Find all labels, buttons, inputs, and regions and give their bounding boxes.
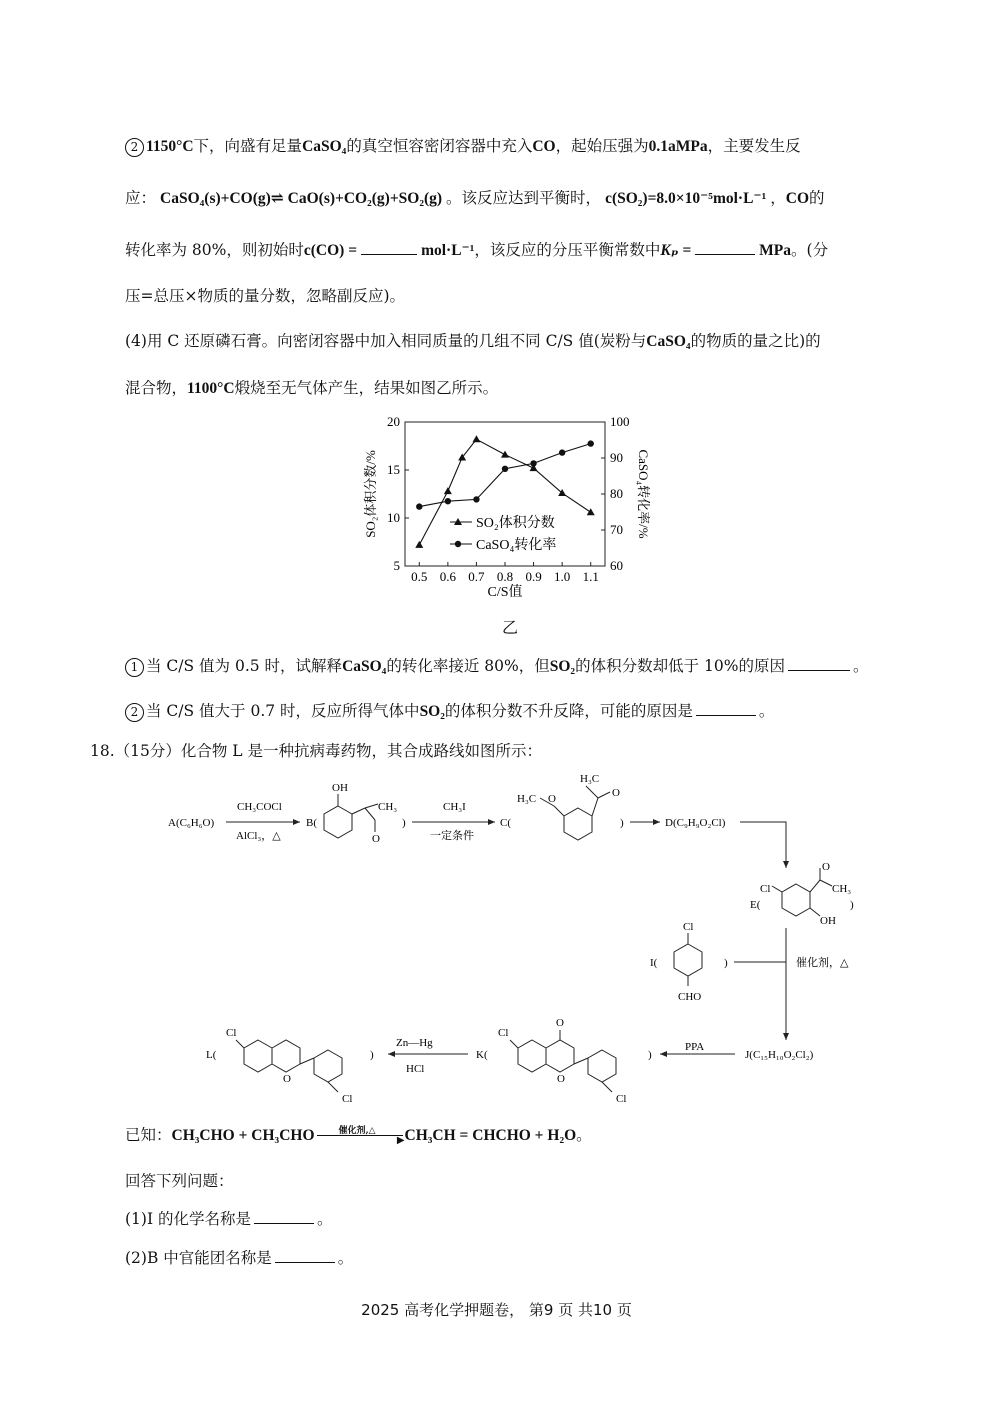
x-tick-label: 0.7 [468,569,485,584]
reagent-CH3I: CH₃I [443,801,466,813]
label-H3C: H₃C [517,793,537,805]
question-2: (2)B 中官能团名称是 。 [125,1249,354,1267]
left-y-tick-label: 5 [393,558,400,573]
x-axis-label: C/S值 [487,585,523,600]
circle-marker [455,541,461,547]
q4-sub-2: 2 当 C/S 值大于 0.7 时，反应所得气体中SO₂的体积分数不升反降，可能的原因是 。 [125,700,774,723]
circle-marker [530,460,536,466]
arrow-4-head [783,861,789,868]
question-1: (1)I 的化学名称是 。 [125,1210,333,1228]
chart-caption: 乙 [502,618,519,637]
answer-blank[interactable] [361,240,417,255]
circle-marker [559,449,565,455]
compound-L: L( [206,1049,217,1061]
circle-marker [473,496,479,502]
label-Cl: Cl [226,1027,237,1039]
compound-C: C( [500,817,511,829]
label-O: O [548,793,556,805]
reagent-PPA: PPA [685,1041,705,1053]
label-H3C: H₃C [580,773,600,785]
paren: ) [648,1049,652,1061]
reagent-catalyst: 催化剂，△ [796,957,849,969]
label-Cl: Cl [498,1027,509,1039]
x-tick-label: 0.8 [496,569,514,584]
right-y-tick-label: 90 [610,450,623,465]
q4-line-1: (4)用 C 还原磷石膏。向密闭容器中加入相同质量的几组不同 C/S 值(炭粉与CaSO₄的物质的量之比)的 [125,332,821,350]
circle-marker [445,498,451,504]
arrow-3-head [653,819,660,825]
x-tick-label: 0.5 [411,569,428,584]
x-tick-label: 1.1 [582,569,599,584]
x-tick-label: 1.0 [554,569,571,584]
compound-E: E( [750,899,761,911]
label-OH: OH [820,915,836,927]
circled-number: 2 [125,703,144,722]
label-O: O [612,787,620,799]
label-O: O [822,861,830,873]
label-O: O [557,1073,565,1085]
label-Cl: Cl [342,1093,353,1105]
label-CH3: CH₃ [378,801,398,813]
circled-number: 1 [125,658,144,677]
q18-header: 18.（15分）化合物 L 是一种抗病毒药物，其合成路线如图所示： [90,742,543,760]
p2-line-1: 2 1150°C下，向盛有足量CaSO₄的真空恒容密闭容器中充入CO，起始压强为0.1aMPa，主要发生反 [125,135,801,158]
triangle-marker [501,451,509,458]
compound-K: K( [476,1049,488,1061]
answer-blank[interactable] [696,701,756,716]
synthesis-route-diagram [160,768,860,1113]
right-y-tick-label: 60 [610,558,623,573]
structure-I [674,933,702,986]
arrow-7-head [388,1051,395,1057]
compound-B: B( [306,817,317,829]
page-footer: 2025 高考化学押题卷， 第9 页 共10 页 [361,1301,632,1319]
label-Cl: Cl [760,883,771,895]
circle-marker [416,503,422,509]
structure-E [772,868,832,916]
circled-number: 2 [125,138,144,157]
structure-B [324,794,378,838]
arrow-2-head [488,819,495,825]
reagent-CH3COCl: CH₃COCl [237,801,282,813]
label-Cl: Cl [616,1093,627,1105]
condition-arrow: 催化剂,△ ▶ [317,1126,403,1140]
paren: ) [620,817,624,829]
triangle-marker [472,435,480,442]
label-OH: OH [332,782,348,794]
reagent-AlCl3: AlCl₃，△ [236,830,281,842]
x-tick-label: 0.9 [525,569,542,584]
arrow-5-head [783,1033,789,1040]
p2-line-4: 压=总压×物质的量分数，忽略副反应)。 [125,287,406,305]
legend-label: CaSO₄转化率 [476,538,557,553]
answer-blank[interactable] [788,656,850,671]
arrow-6-head [660,1051,667,1057]
chart-legend [450,514,556,553]
label-CHO: CHO [678,991,702,1003]
right-axis-label: CaSO₄转化率/% [636,449,651,539]
left-y-tick-label: 10 [387,510,400,525]
compound-J: J(C₁₅H₁₀O₂Cl₂) [745,1049,814,1061]
paren: ) [724,957,728,969]
compound-D: D(C₉H₉O₂Cl) [665,817,726,829]
label-CH3: CH₃ [832,883,852,895]
label-O: O [372,833,380,845]
triangle-marker [415,541,423,548]
dual-axis-line-chart [355,410,675,610]
p2-line-3: 转化率为 80%，则初始时c(CO) = mol·L⁻¹，该反应的分压平衡常数中Kₚ = MPa。(分 [125,241,829,259]
right-y-tick-label: 70 [610,522,623,537]
reagent-condition: 一定条件 [430,830,474,842]
answer-blank[interactable] [275,1248,335,1263]
paren: ) [370,1049,374,1061]
triangle-marker [587,508,595,515]
left-y-tick-label: 15 [387,462,400,477]
paren: ) [402,817,406,829]
left-y-tick-label: 20 [387,414,400,429]
legend-label: SO₂体积分数 [476,516,555,531]
right-y-tick-label: 80 [610,486,623,501]
known-equation: 已知：CH₃CHO + CH₃CHO 催化剂,△ ▶ CH₃CH = CHCHO + H₂O。 [125,1126,592,1146]
reagent-HCl: HCl [406,1063,425,1075]
chart-axes [363,414,651,600]
arrow-1-head [293,819,300,825]
answer-intro: 回答下列问题： [125,1172,234,1190]
compound-I: I( [650,957,658,969]
label-O: O [283,1073,291,1085]
triangle-marker [444,487,452,494]
answer-blank[interactable] [695,240,755,255]
arrow-4 [740,822,786,868]
label-O: O [556,1017,564,1029]
label-Cl: Cl [683,921,694,933]
right-y-tick-label: 100 [610,414,630,429]
answer-blank[interactable] [254,1209,314,1224]
q4-sub-1: 1 当 C/S 值为 0.5 时，试解释CaSO₄的转化率接近 80%，但SO₂的体积分数却低于 10%的原因 。 [125,655,868,678]
circle-marker [588,440,594,446]
p2-line-2: 应： CaSO₄(s)+CO(g)⇌ CaO(s)+CO₂(g)+SO₂(g) 。该反应达到平衡时， c(SO₂)=8.0×10⁻⁵mol·L⁻¹ ，CO的 [125,189,825,207]
compound-A: A(C₆H₆O) [168,817,215,829]
circle-marker [502,466,508,472]
x-tick-label: 0.6 [439,569,456,584]
paren: ) [850,899,854,911]
left-axis-label: SO₂体积分数/% [363,450,378,538]
reagent-Zn-Hg: Zn—Hg [396,1037,433,1049]
q4-line-2: 混合物，1100°C煅烧至无气体产生，结果如图乙所示。 [125,379,499,397]
